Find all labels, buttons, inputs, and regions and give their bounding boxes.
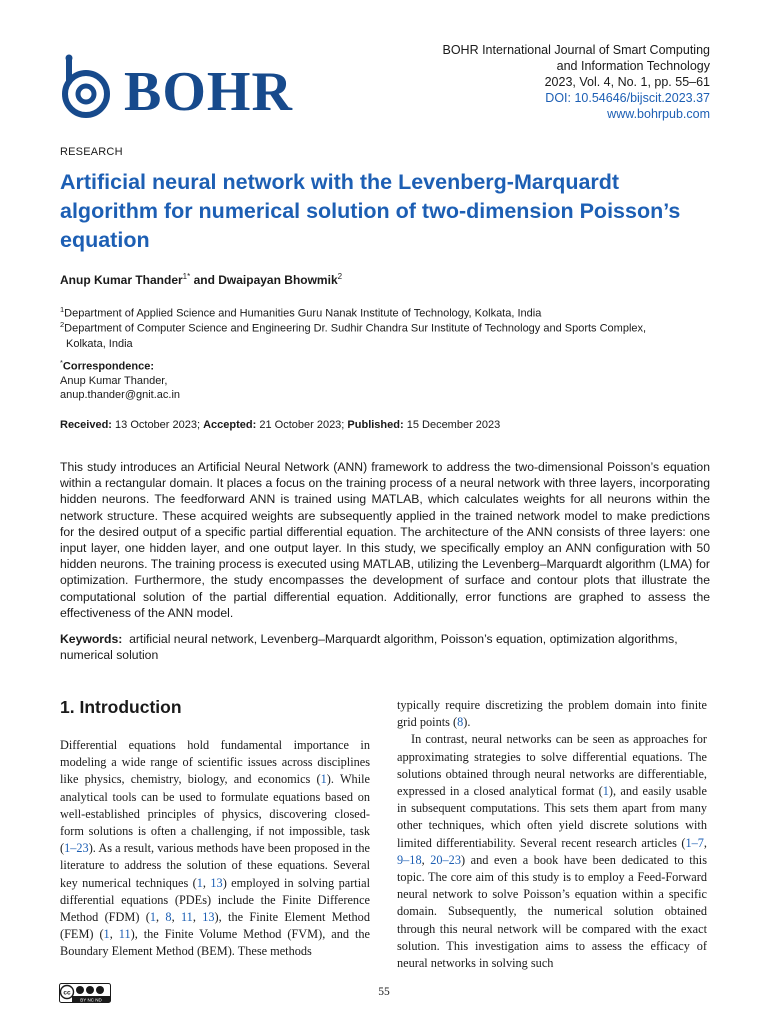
affiliation-mark: 2 [60,320,65,329]
correspondence-name: Anup Kumar Thander, [60,374,168,387]
body-paragraph: typically require discretizing the problem domain into finite grid points (8). [397,698,707,730]
received-label: Received: [60,419,112,431]
affiliation-text: Department of Computer Science and Engineering Dr. Sudhir Chandra Sur Institute of Technology and Sports Complex, [64,322,647,335]
affiliation-text-cont: Kolkata, India [66,337,133,350]
journal-name: BOHR International Journal of Smart Computing [442,43,710,57]
abstract: This study introduces an Artificial Neural Network (ANN) framework to address the two-dimensional Poisson’s equation within a rectangular domain. It places a focus on the training process of a neural network with three layers, incorporating hidden neurons. The feedforward ANN is trained using MATLAB, which calculates weights for all neurons within the network structure. These acquired weights are subsequently applied in the trained network model to make predictions for the desired output of a specific partial differential equation. The architecture of the ANN consists of three layers: one input layer, one hidden layer, and one output layer. In this study, we specifically employ an ANN configuration with 50 hidden neurons. The training process is executed using MATLAB, utilizing the Levenberg–Marquardt algorithm (LMA) for optimization. Furthermore, the study encompasses the development of surface and contour plots that illustrate the computational solution of the partial differential equation. Additionally, error functions are graphed to assess the effectiveness of the ANN model. [60,460,710,620]
keywords-text: artificial neural network, Levenberg–Marquardt algorithm, Poisson’s equation, optimization algorithms, numerical solution [60,632,678,663]
citation-link[interactable]: 9–18 [397,852,422,867]
author-conjunction: and [190,273,219,287]
bohr-logo-icon [58,54,122,124]
citation-link[interactable]: 1–23 [64,841,89,856]
svg-text:cc: cc [63,989,71,997]
keywords [60,631,710,663]
correspondence-email[interactable]: anup.thander@gnit.ac.in [60,388,181,401]
journal-volume: 2023, Vol. 4, No. 1, pp. 55–61 [544,75,710,89]
body-column-right [397,697,707,972]
citation-link[interactable]: 8 [165,910,172,925]
license-text: BY NC ND [80,997,102,1003]
article-title: Artificial neural network with the Levenberg-Marquardt algorithm for numerical solution of two-dimension Poisson’s equation [60,170,681,252]
received-date: 13 October 2023; [111,419,204,431]
keywords-label: Keywords: [60,632,123,646]
citation-link[interactable]: 13 [202,910,215,925]
citation-link[interactable]: 1 [320,772,327,787]
logo-wordmark: BOHR [124,61,293,123]
website-link[interactable]: www.bohrpub.com [607,107,710,121]
publication-dates [60,419,500,431]
author-line [60,272,342,287]
author-name: Dwaipayan Bhowmik [218,273,338,287]
affiliation-2 [60,317,720,352]
published-label: Published: [347,419,404,431]
body-paragraph: Differential equations hold fundamental importance in modeling a wide range of scientific issues across disciplines like physics, chemistry, biology, and economics (1). While analytical tools can be used to formulate equations based on well-established principles of physics, discovering closed-form solutions is often a challenging, if not impossible, task (1–23). As a result, various methods have been proposed in the literature to address the solution of these equations. Several key numerical techniques (1, 13) employed in solving partial differential equations (PDEs) include the Finite Difference Method (FDM) (1, 8, 11, 13), the Finite Element Method (FEM) (1, 11), the Finite Volume Method (FVM), and the Boundary Element Method (BEM). These methods [60,738,370,959]
citation-link[interactable]: 1–7 [685,835,704,850]
section-heading: 1. Introduction [60,697,182,717]
correspondence-block: *Correspondence: Anup Kumar Thander, anup.thander@gnit.ac.in [60,358,181,401]
citation-link[interactable]: 11 [180,910,193,925]
journal-info [330,42,710,122]
author-affiliation-mark: 1* [182,272,191,281]
citation-link[interactable]: 20–23 [430,852,461,867]
citation-link[interactable]: 1 [196,875,203,890]
correspondence-label: Correspondence: [62,360,154,373]
citation-link[interactable]: 1 [149,910,157,925]
author-affiliation-mark: 2 [337,272,343,281]
citation-link[interactable]: 8 [457,715,464,730]
citation-link[interactable]: 13 [210,875,223,890]
body-column-left [60,737,370,961]
published-date: 15 December 2023 [403,419,501,431]
affiliation-text: Department of Applied Science and Humanities Guru Nanak Institute of Technology, Kolkata, India [64,307,542,320]
accepted-label: Accepted: [203,419,257,431]
section-label: RESEARCH [60,146,123,158]
page-number: 55 [378,986,390,998]
body-paragraph: In contrast, neural networks can be seen as approaches for approximating strategies to solve differential equations. The solutions obtained through neural networks are differentiable, expressed in a closed analytical format (1), and easily usable in subsequent computations. This sets them apart from many other techniques, which often yield discrete solutions with limited differentiability. Several recent research articles (1–7, 9–18, 20–23) and even a book have been dedicated to this topic. The core aim of this study is to employ a Feed-Forward neural network to solve Poisson’s equation within a specific domain. Subsequently, the numerical solution obtained through this neural network will be compared with the exact solution. This investigation aims to assess the efficacy of neural networks in solving such [397,732,707,971]
journal-name-cont: and Information Technology [556,59,710,73]
accepted-date: 21 October 2023; [256,419,348,431]
citation-link[interactable]: 1 [602,784,609,799]
bohr-logo[interactable] [58,54,293,124]
citation-link[interactable]: 11 [118,927,131,942]
author-name: Anup Kumar Thander [60,273,183,287]
citation-link[interactable]: 1 [103,927,110,942]
affiliation-mark: 1 [60,305,65,314]
doi-link[interactable]: DOI: 10.54646/bijscit.2023.37 [545,91,710,105]
